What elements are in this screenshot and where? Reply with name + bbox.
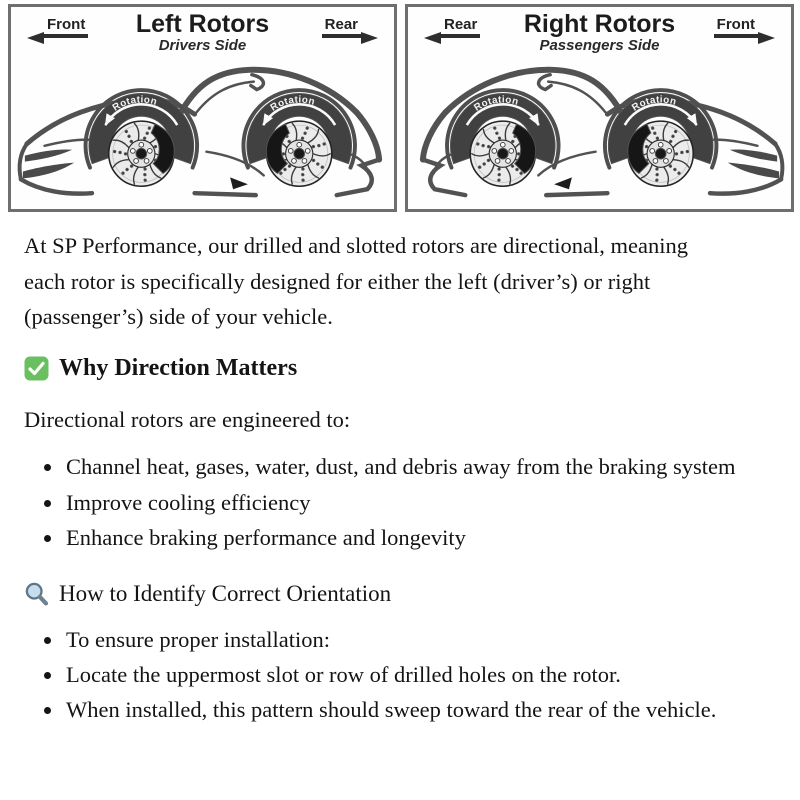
direction-text: Rear — [322, 16, 361, 38]
panel-subtitle: Drivers Side — [158, 37, 247, 54]
left-car-illustration — [11, 55, 394, 205]
rotor-direction-diagram — [0, 0, 800, 212]
intro-paragraph: At SP Performance, our drilled and slotted rotors are directional, meaning each rotor is specifically designed for either the left (driver’s) or right (passenger’s) side of your vehicle. — [24, 233, 688, 330]
list-item: • When installed, this pattern should sweep toward the rear of the vehicle. — [64, 692, 764, 727]
left-rotors-panel — [8, 4, 397, 212]
engineered-lead: Directional rotors are engineered to: — [24, 406, 351, 432]
front-direction-label — [714, 16, 775, 38]
magnifier-icon — [24, 581, 51, 608]
check-icon — [24, 356, 49, 381]
panel-title: Right Rotors — [523, 10, 676, 38]
heading-text: How to Identify Correct Orientation — [59, 581, 392, 606]
right-panel-header — [408, 7, 791, 55]
list-item: • Locate the uppermost slot or row of drilled holes on the rotor. — [64, 657, 764, 692]
direction-text: Front — [714, 16, 758, 38]
rotation-label: Rotation — [630, 94, 678, 114]
arrow-right-icon — [361, 32, 378, 44]
right-rotors-panel — [405, 4, 794, 212]
list-item: • To ensure proper installation: — [64, 622, 764, 657]
list-item: • Channel heat, gases, water, dust, and debris away from the braking system — [64, 449, 764, 484]
arrow-right-icon — [758, 32, 775, 44]
list-item: • Improve cooling efficiency — [64, 485, 764, 520]
direction-text: Rear — [441, 16, 480, 38]
article-body — [0, 228, 800, 728]
why-direction-heading — [24, 355, 776, 382]
rotation-label: Rotation — [110, 94, 159, 114]
panel-subtitle: Passengers Side — [539, 37, 660, 54]
how-bullet-list — [24, 622, 764, 728]
heading-text: Why Direction Matters — [59, 354, 298, 381]
list-item: • Enhance braking performance and longevity — [64, 520, 764, 555]
right-car-illustration — [408, 55, 791, 205]
orientation-heading — [24, 581, 776, 608]
why-bullet-list — [24, 449, 764, 555]
left-panel-header — [11, 7, 394, 55]
panel-title: Left Rotors — [135, 10, 270, 38]
rotation-label: Rotation — [268, 94, 317, 114]
rotation-label: Rotation — [472, 94, 520, 114]
rear-direction-label — [322, 16, 378, 38]
direction-text: Front — [44, 16, 88, 38]
